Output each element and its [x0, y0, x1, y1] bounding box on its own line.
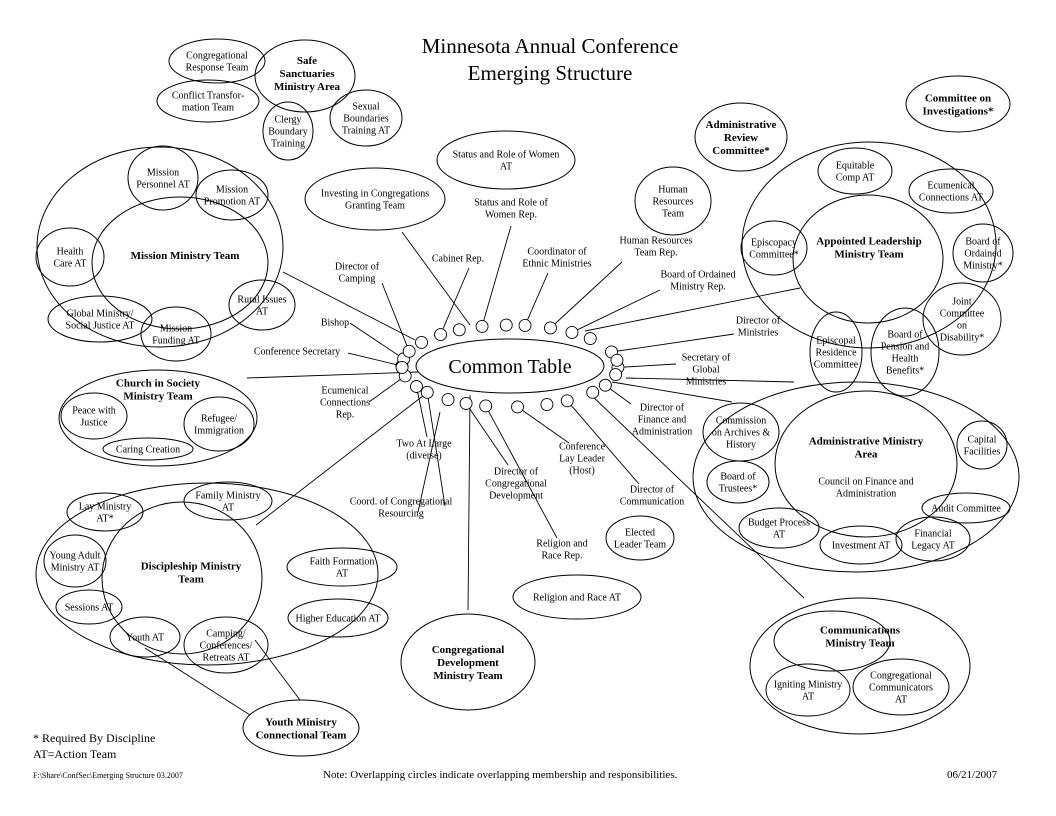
label-budget-process: Budget Process AT	[748, 517, 810, 541]
connector-label-two-at-large: Two At Large (diverse)	[396, 438, 452, 462]
ring-node	[500, 319, 512, 331]
label-administrative-ministry: Council on Finance and Administration	[818, 476, 914, 500]
connector-label-human-resources-rep: Human Resources Team Rep.	[619, 235, 693, 259]
ring-node	[610, 369, 622, 381]
label-mission-promotion: Mission Promotion AT	[203, 184, 261, 208]
label-youth: Youth AT	[125, 632, 165, 644]
spoke-ecumenical-connections-rep	[369, 376, 405, 402]
spoke-coordinator-ethnic	[525, 273, 548, 325]
label-camping-retreats: Camping/ Conferences/ Retreats AT	[199, 628, 253, 664]
connector-label-status-role-women-rep: Status and Role of Women Rep.	[474, 197, 548, 221]
group-communications	[750, 598, 970, 734]
label-congregational-communicators: Congregational Communicators AT	[869, 670, 933, 706]
label-congregational-development: Congregational Development Ministry Team	[431, 643, 505, 682]
ring-node	[584, 333, 596, 345]
spoke-director-camping	[382, 283, 409, 351]
label-sessions: Sessions AT	[64, 602, 114, 614]
label-family-ministry: Family Ministry AT	[195, 490, 261, 514]
ring-node-director-finance	[599, 379, 611, 391]
link-line	[468, 395, 470, 610]
common-table-label: Common Table	[448, 356, 572, 378]
label-board-pension: Board of Pension and Health Benefits*	[880, 329, 930, 377]
label-church-in-society: Church in Society Ministry Team	[115, 377, 201, 403]
label-episcopacy-committee: Episcopacy Committee*	[749, 237, 799, 261]
file-path: F:\Share\ConfSec\Emerging Structure 03.2007	[33, 771, 183, 780]
connector-label-coord-congregational-resourcing: Coord. of Congregational Resourcing	[349, 496, 453, 520]
legend-action-team: AT=Action Team	[33, 747, 117, 761]
label-clergy-boundary: Clergy Boundary Training	[268, 114, 308, 150]
label-board-ordained-ministry: Board of Ordained Ministry*	[963, 236, 1003, 272]
label-appointed-leadership: Appointed Leadership Ministry Team	[816, 235, 922, 261]
connector-label-ecumenical-connections-rep: Ecumenical Connections Rep.	[320, 385, 370, 421]
label-caring-creation: Caring Creation	[115, 444, 181, 456]
ring-node-status-role-women-rep	[476, 320, 488, 332]
label-religion-race-at: Religion and Race AT	[532, 592, 622, 604]
ring-node-coordinator-ethnic	[519, 319, 531, 331]
connector-label-director-congregational-dev: Director of Congregational Development	[485, 466, 547, 502]
diagram-title-line1: Minnesota Annual Conference	[421, 34, 679, 58]
spoke-conference-secretary	[348, 353, 402, 366]
ring-node-director-camping	[403, 345, 415, 357]
label-discipleship: Discipleship Ministry Team	[140, 560, 242, 586]
label-mission: Mission Ministry Team	[130, 249, 240, 262]
label-lay-ministry: Lay Ministry AT*	[78, 501, 132, 525]
ring-node-human-resources-rep	[544, 322, 556, 334]
spoke-secretary-global	[618, 364, 676, 367]
link-line	[402, 232, 470, 325]
label-ecumenical-connections-at: Ecumenical Connections AT	[918, 180, 984, 204]
ring-node-coord-congregational-resourcing	[421, 386, 433, 398]
label-human-resources-team: Human Resources Team	[652, 184, 694, 220]
label-mission-funding: Mission Funding AT	[152, 323, 200, 347]
label-joint-committee-disability: Joint Committee on Disability*	[939, 296, 985, 344]
label-youth-connectional: Youth Ministry Connectional Team	[255, 716, 347, 742]
ring-node-conference-lay-leader	[512, 401, 524, 413]
link-line	[255, 640, 300, 700]
link-line	[247, 372, 418, 378]
connector-label-director-communication: Director of Communication	[619, 484, 685, 508]
connector-label-board-ordained-rep: Board of Ordained Ministry Rep.	[660, 269, 736, 293]
label-safe-sanctuaries: Safe Sanctuaries Ministry Area	[273, 54, 341, 93]
connector-label-director-finance: Director of Finance and Administration	[631, 402, 693, 438]
ring-node	[396, 361, 408, 373]
label-board-trustees: Board of Trustees*	[718, 471, 758, 495]
label-equitable-comp: Equitable Comp AT	[835, 160, 875, 184]
label-faith-formation: Faith Formation AT	[309, 556, 375, 580]
overlap-note: Note: Overlapping circles indicate overlapping membership and responsibilities.	[323, 769, 678, 781]
connector-label-conference-secretary: Conference Secretary	[253, 346, 341, 358]
label-financial-legacy: Financial Legacy AT	[911, 528, 955, 552]
label-investing-congregations: Investing in Congregations Granting Team	[320, 188, 430, 212]
ring-node	[442, 394, 454, 406]
spoke-human-resources-rep	[550, 262, 622, 328]
spoke-director-ministries	[611, 334, 734, 352]
label-mission-personnel: Mission Personnel AT	[136, 167, 190, 191]
connector-label-bishop: Bishop	[320, 317, 350, 329]
spoke-bishop	[350, 323, 404, 359]
connector-label-coordinator-ethnic: Coordinator of Ethnic Ministries	[522, 246, 592, 270]
label-rural-issues: Rural Issues AT	[237, 294, 287, 318]
ring-node	[587, 386, 599, 398]
ring-node	[453, 324, 465, 336]
connector-label-religion-race-rep: Religion and Race Rep.	[536, 538, 588, 562]
label-global-ministry: Global Ministry/ Social Justice AT	[65, 308, 135, 332]
label-status-role-women-at: Status and Role of Women AT	[452, 149, 560, 173]
diagram-title-line2: Emerging Structure	[467, 61, 633, 85]
label-episcopal-residence: Episcopal Residence Committee	[813, 335, 859, 371]
ring-node	[541, 399, 553, 411]
label-health-care: Health Care AT	[53, 246, 87, 270]
label-igniting-ministry: Igniting Ministry AT	[773, 679, 843, 703]
label-sexual-boundaries: Sexual Boundaries Training AT	[341, 101, 391, 137]
inner-ring-administrative-ministry	[775, 391, 957, 537]
connector-label-secretary-global: Secretary of Global Ministries	[681, 352, 731, 388]
label-congregational-response: Congregational Response Team	[185, 50, 249, 74]
label-higher-education: Higher Education AT	[295, 613, 381, 625]
label-commission-archives: Commission on Archives & History	[711, 415, 771, 451]
spoke-cabinet-rep	[441, 268, 469, 335]
label-elected-leader: Elected Leader Team	[613, 527, 667, 551]
ring-node-director-communication	[561, 395, 573, 407]
ring-node-board-ordained-rep	[566, 326, 578, 338]
label-audit-committee: Audit Committee	[931, 503, 1001, 515]
label-communications: Communications Ministry Team	[819, 624, 901, 650]
connector-label-conference-lay-leader: Conference Lay Leader (Host)	[558, 441, 606, 477]
ring-node-religion-race-rep	[480, 400, 492, 412]
spoke-status-role-women-rep	[482, 226, 511, 326]
label-administrative-review: Administrative Review Committee*	[705, 118, 777, 157]
label-investment: Investment AT	[831, 540, 891, 552]
connector-label-director-camping: Director of Camping	[334, 261, 380, 285]
ring-node	[416, 336, 428, 348]
connector-label-director-ministries: Director of Ministries	[735, 315, 781, 339]
label-peace-with-justice: Peace with Justice	[72, 405, 116, 429]
ring-node	[611, 354, 623, 366]
label-administrative-ministry: Administrative Ministry Area	[808, 435, 924, 461]
label-committee-investigations: Committee on Investigations*	[922, 92, 994, 118]
label-capital-facilities: Capital Facilities	[963, 434, 1001, 458]
legend-required: * Required By Discipline	[33, 731, 156, 745]
date-stamp: 06/21/2007	[947, 769, 998, 781]
spoke-conference-lay-leader	[518, 407, 569, 443]
spoke-director-congregational-dev	[466, 403, 508, 465]
ring-node-cabinet-rep	[435, 329, 447, 341]
connector-label-cabinet-rep: Cabinet Rep.	[431, 253, 485, 265]
ring-node-director-congregational-dev	[460, 397, 472, 409]
ring-node-two-at-large	[410, 381, 422, 393]
label-young-adult: Young Adult Ministry AT	[49, 550, 101, 574]
label-refugee-immigration: Refugee/ Immigration	[194, 413, 244, 437]
label-conflict-transformation: Conflict Transfor-mation Team	[171, 90, 245, 114]
